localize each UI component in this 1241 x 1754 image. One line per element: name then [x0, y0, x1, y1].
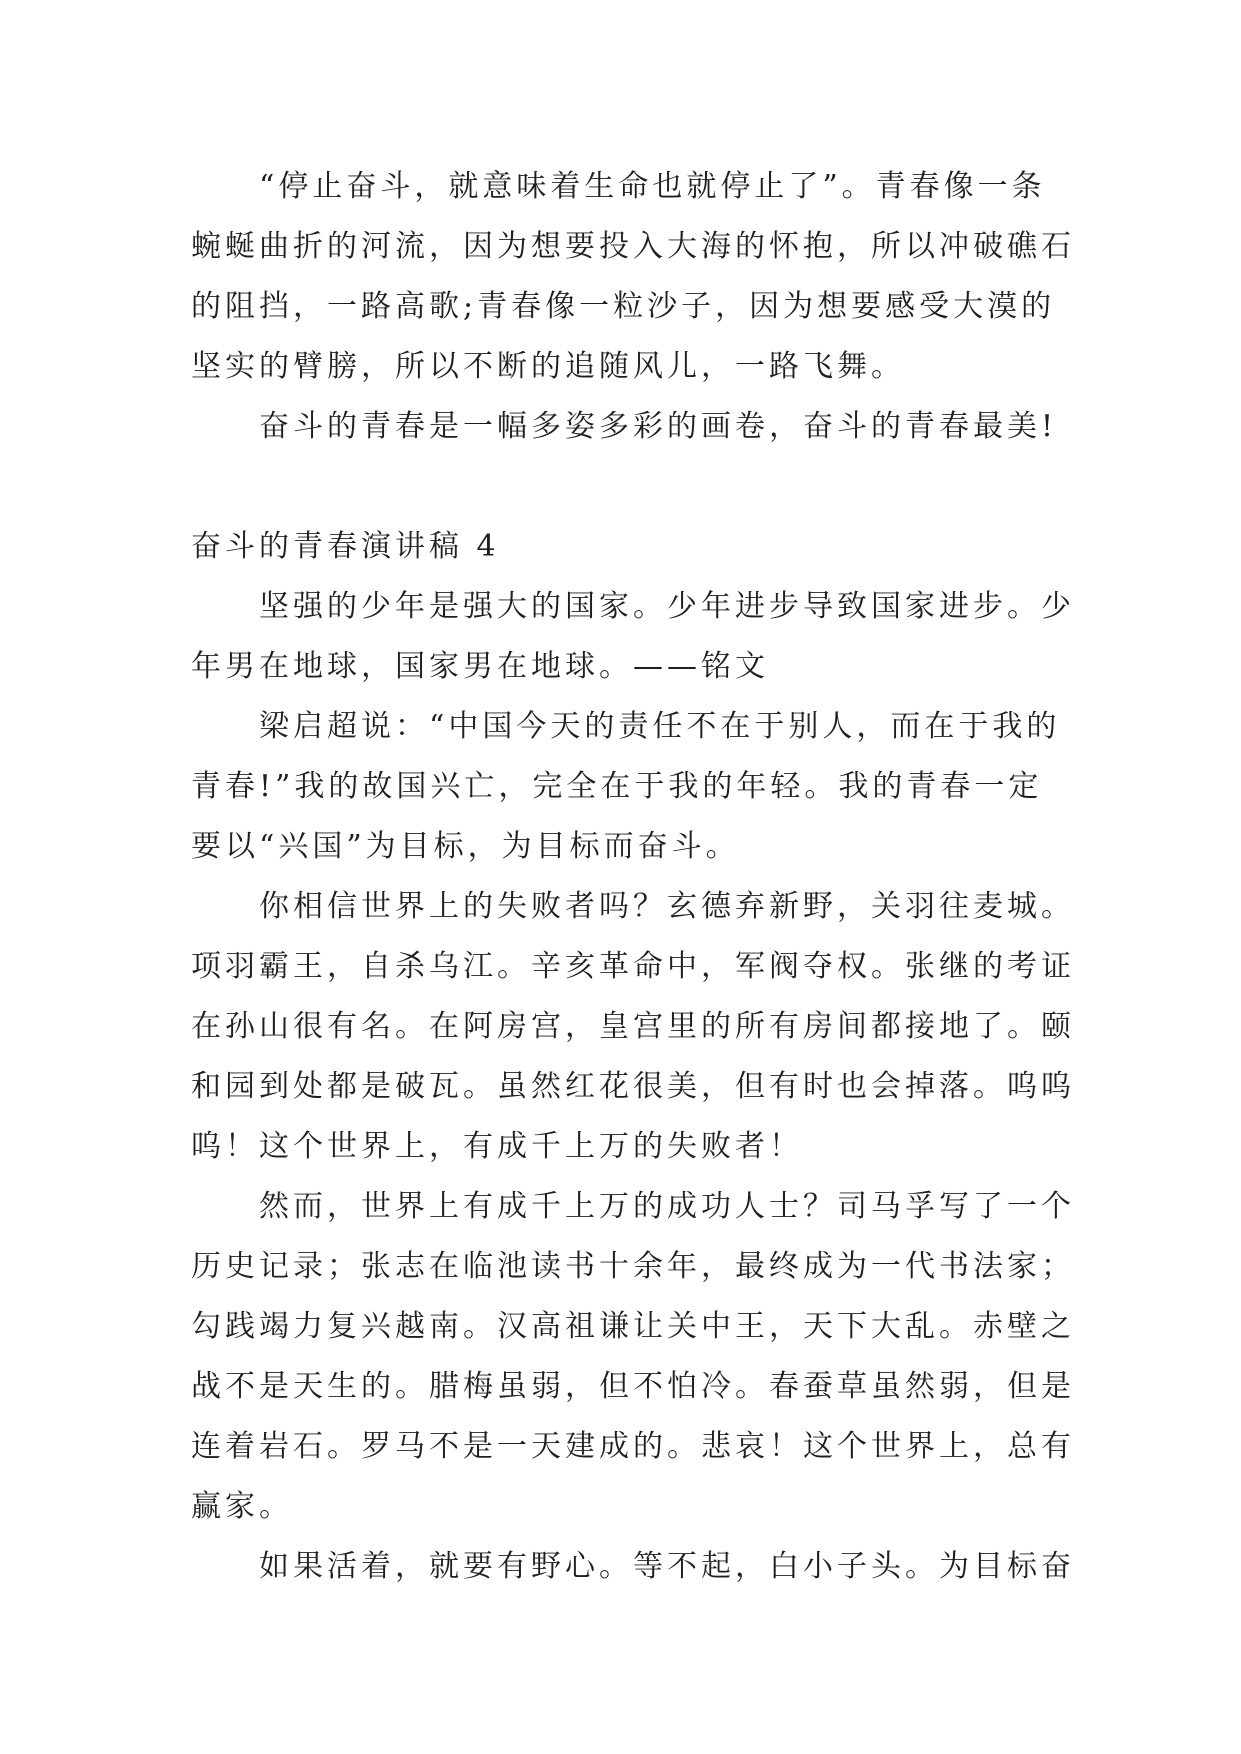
text-line: 你相信世界上的失败者吗？玄德弃新野，关羽往麦城。 — [259, 889, 1075, 924]
text-line: 然而，世界上有成千上万的成功人士？司马孚写了一个 — [259, 1189, 1075, 1224]
text-line: “停止奋斗，就意味着生命也就停止了”。青春像一条 — [259, 169, 1046, 204]
text-line: 蜿蜒曲折的河流，因为想要投入大海的怀抱，所以冲破礁石 — [191, 229, 1075, 264]
text-line: 在孙山很有名。在阿房宫，皇宫里的所有房间都接地了。颐 — [191, 1009, 1075, 1044]
text-line: 要以“兴国”为目标，为目标而奋斗。 — [191, 829, 740, 864]
text-line: 青春!”我的故国兴亡，完全在于我的年轻。我的青春一定 — [191, 769, 1043, 804]
text-line: 勾践竭力复兴越南。汉高祖谦让关中王，天下大乱。赤壁之 — [191, 1309, 1075, 1344]
text-line: 和园到处都是破瓦。虽然红花很美，但有时也会掉落。呜呜 — [191, 1069, 1075, 1104]
paragraph — [191, 1177, 1075, 1537]
paragraph — [191, 397, 1058, 457]
paragraph — [191, 1537, 1075, 1597]
text-line: 项羽霸王，自杀乌江。辛亥革命中，军阀夺权。张继的考证 — [191, 949, 1075, 984]
text-line: 历史记录；张志在临池读书十余年，最终成为一代书法家； — [191, 1249, 1075, 1284]
text-line: 连着岩石。罗马不是一天建成的。悲哀！这个世界上，总有 — [191, 1429, 1075, 1464]
paragraph — [191, 877, 1075, 1177]
text-line: 赢家。 — [191, 1489, 293, 1524]
paragraph — [191, 697, 1061, 877]
text-line: 战不是天生的。腊梅虽弱，但不怕冷。春蚕草虽然弱，但是 — [191, 1369, 1075, 1404]
text-line: 梁启超说：“中国今天的责任不在于别人，而在于我的 — [259, 709, 1061, 744]
text-line: 坚实的臂膀，所以不断的追随风儿，一路飞舞。 — [191, 349, 905, 384]
text-line: 的阻挡，一路高歌;青春像一粒沙子，因为想要感受大漠的 — [191, 289, 1056, 324]
section-heading: 奋斗的青春演讲稿 4 — [191, 529, 500, 564]
text-line: 奋斗的青春是一幅多姿多彩的画卷，奋斗的青春最美! — [259, 409, 1058, 444]
text-line: 呜！这个世界上，有成千上万的失败者！ — [191, 1129, 803, 1164]
text-line: 坚强的少年是强大的国家。少年进步导致国家进步。少 — [259, 589, 1075, 624]
document-body — [191, 157, 1075, 1597]
text-line: 如果活着，就要有野心。等不起，白小子头。为目标奋 — [259, 1549, 1075, 1584]
text-line: 年男在地球，国家男在地球。——铭文 — [191, 649, 769, 684]
paragraph — [191, 577, 1075, 697]
paragraph — [191, 157, 1075, 397]
